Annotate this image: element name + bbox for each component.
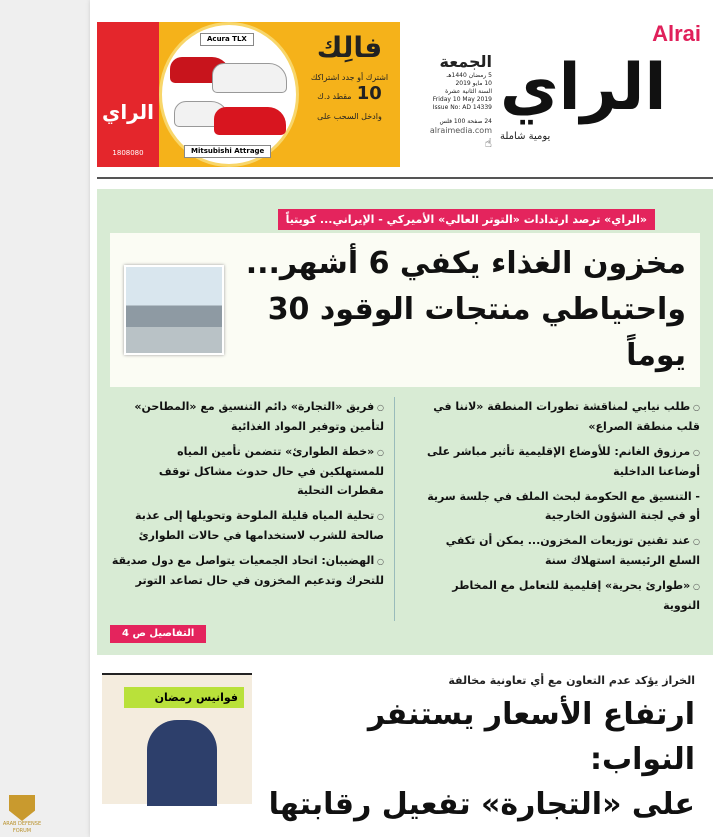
second-kicker: الخراز يؤكد عدم التعاون مع أي تعاونية مخالفة xyxy=(448,674,695,687)
second-story xyxy=(97,673,713,827)
list-item: ○ «طوارئ بحرية» إقليمية للتعامل مع المخاطر النووية xyxy=(415,576,700,615)
car-label: Acura TLX xyxy=(200,33,254,46)
list-item: - التنسيق مع الحكومة لبحث الملف في جلسة سرية أو في لجنة الشؤون الخارجية xyxy=(427,490,700,522)
ad-amount: 10 xyxy=(356,83,382,104)
list-item: ○ تحلية المياه قليلة الملوحة وتحويلها إلى عذبة صالحة للشرب لاستخدامها في حالات الطوارئ xyxy=(110,506,384,545)
ad-red-panel xyxy=(97,22,159,167)
details-row xyxy=(110,621,700,643)
website-link[interactable]: alraimedia.com xyxy=(429,126,492,135)
masthead-logo xyxy=(500,22,713,172)
lead-kicker: «الراي» ترصد ارتدادات «التوتر العالي» الأميركي - الإيراني... كويتياً xyxy=(278,209,655,230)
ad-cars-circle xyxy=(159,22,299,167)
logo-arabic: الراي xyxy=(500,51,667,125)
list-item: ○ مرزوق الغانم: للأوضاع الإقليمية تأثير مباشر على أوضاعنا الداخلية xyxy=(415,442,700,481)
issue-number: Issue No: AD 14339 xyxy=(432,104,492,111)
logo-english: Alrai xyxy=(652,21,701,46)
car-image xyxy=(212,63,287,93)
tagline: يومية شاملة xyxy=(500,131,551,142)
details-link[interactable]: التفاصيل ص 4 xyxy=(110,625,206,643)
lead-headline[interactable]: مخزون الغذاء يكفي 6 أشهر... واحتياطي منتجات الوقود 30 يوماً xyxy=(245,246,686,373)
aircraft-carrier-photo xyxy=(124,265,224,355)
pages-price: 24 صفحة 100 فلس xyxy=(439,118,492,125)
person-photo xyxy=(147,720,217,806)
advertisement[interactable] xyxy=(97,22,400,167)
car-label: Mitsubishi Attrage xyxy=(184,145,271,158)
shield-icon xyxy=(9,795,35,821)
date-hijri: 5 رمضان 1440هـ xyxy=(446,72,492,79)
watermark xyxy=(2,795,42,835)
lead-story[interactable] xyxy=(97,189,713,655)
ad-headline: فالِك xyxy=(316,31,383,64)
day: الجمعة xyxy=(439,52,492,71)
car-image xyxy=(214,107,286,135)
list-item: ○ فريق «التجارة» دائم التنسيق مع «المطاحن» لتأمين وتوفير المواد الغذائية xyxy=(110,397,384,436)
second-headline[interactable]: ارتفاع الأسعار يستنفر النواب: على «التجارة» تفعيل رقابتها xyxy=(268,697,695,822)
right-column xyxy=(415,397,700,621)
ad-line: وادخل السحب على xyxy=(317,112,382,121)
lead-columns xyxy=(110,397,700,621)
masthead xyxy=(97,22,713,172)
hand-pointer-icon: ☝ xyxy=(484,136,492,150)
year: السنة الثانية عشرة xyxy=(445,88,492,95)
issue-info xyxy=(408,22,492,172)
ramadan-lanterns-feature[interactable] xyxy=(102,673,252,804)
left-column xyxy=(110,397,395,621)
ad-line: مقطد د.ك xyxy=(317,92,352,101)
masthead-divider xyxy=(97,177,713,179)
list-item: ○ عند تقنين توزيعات المخزون... يمكن أن تكفي السلع الرئيسية استهلاك سنة xyxy=(415,531,700,570)
date-gregorian: 10 مايو 2019 xyxy=(455,80,492,87)
ad-line: اشترك أو جدد اشتراكك xyxy=(310,73,389,82)
list-item: ○ طلب نيابي لمناقشة تطورات المنطقة «لاننا في قلب منطقة الصراع» xyxy=(415,397,700,436)
list-item: ○ الهضيبان: اتحاد الجمعيات يتواصل مع دول صديقة للتحرك وتدعيم المخزون في حال تصاعد التوتر xyxy=(110,551,384,590)
feature-tag: فوانيس رمضان xyxy=(124,687,244,708)
second-story-main[interactable] xyxy=(264,673,713,827)
list-item: ○ «خطة الطوارئ» تتضمن تأمين المياه للمستهلكين في حال حدوث مشاكل توقف مقطرات التحلية xyxy=(110,442,384,500)
newspaper-page xyxy=(90,0,720,837)
date-en: Friday 10 May 2019 xyxy=(432,96,492,103)
ad-phone: 1808080 xyxy=(112,149,144,157)
ad-text xyxy=(299,22,400,167)
watermark-text: ARAB DEFENSE FORUM xyxy=(2,821,42,834)
headline-panel xyxy=(110,233,700,387)
ad-logo: الراي xyxy=(102,100,154,124)
